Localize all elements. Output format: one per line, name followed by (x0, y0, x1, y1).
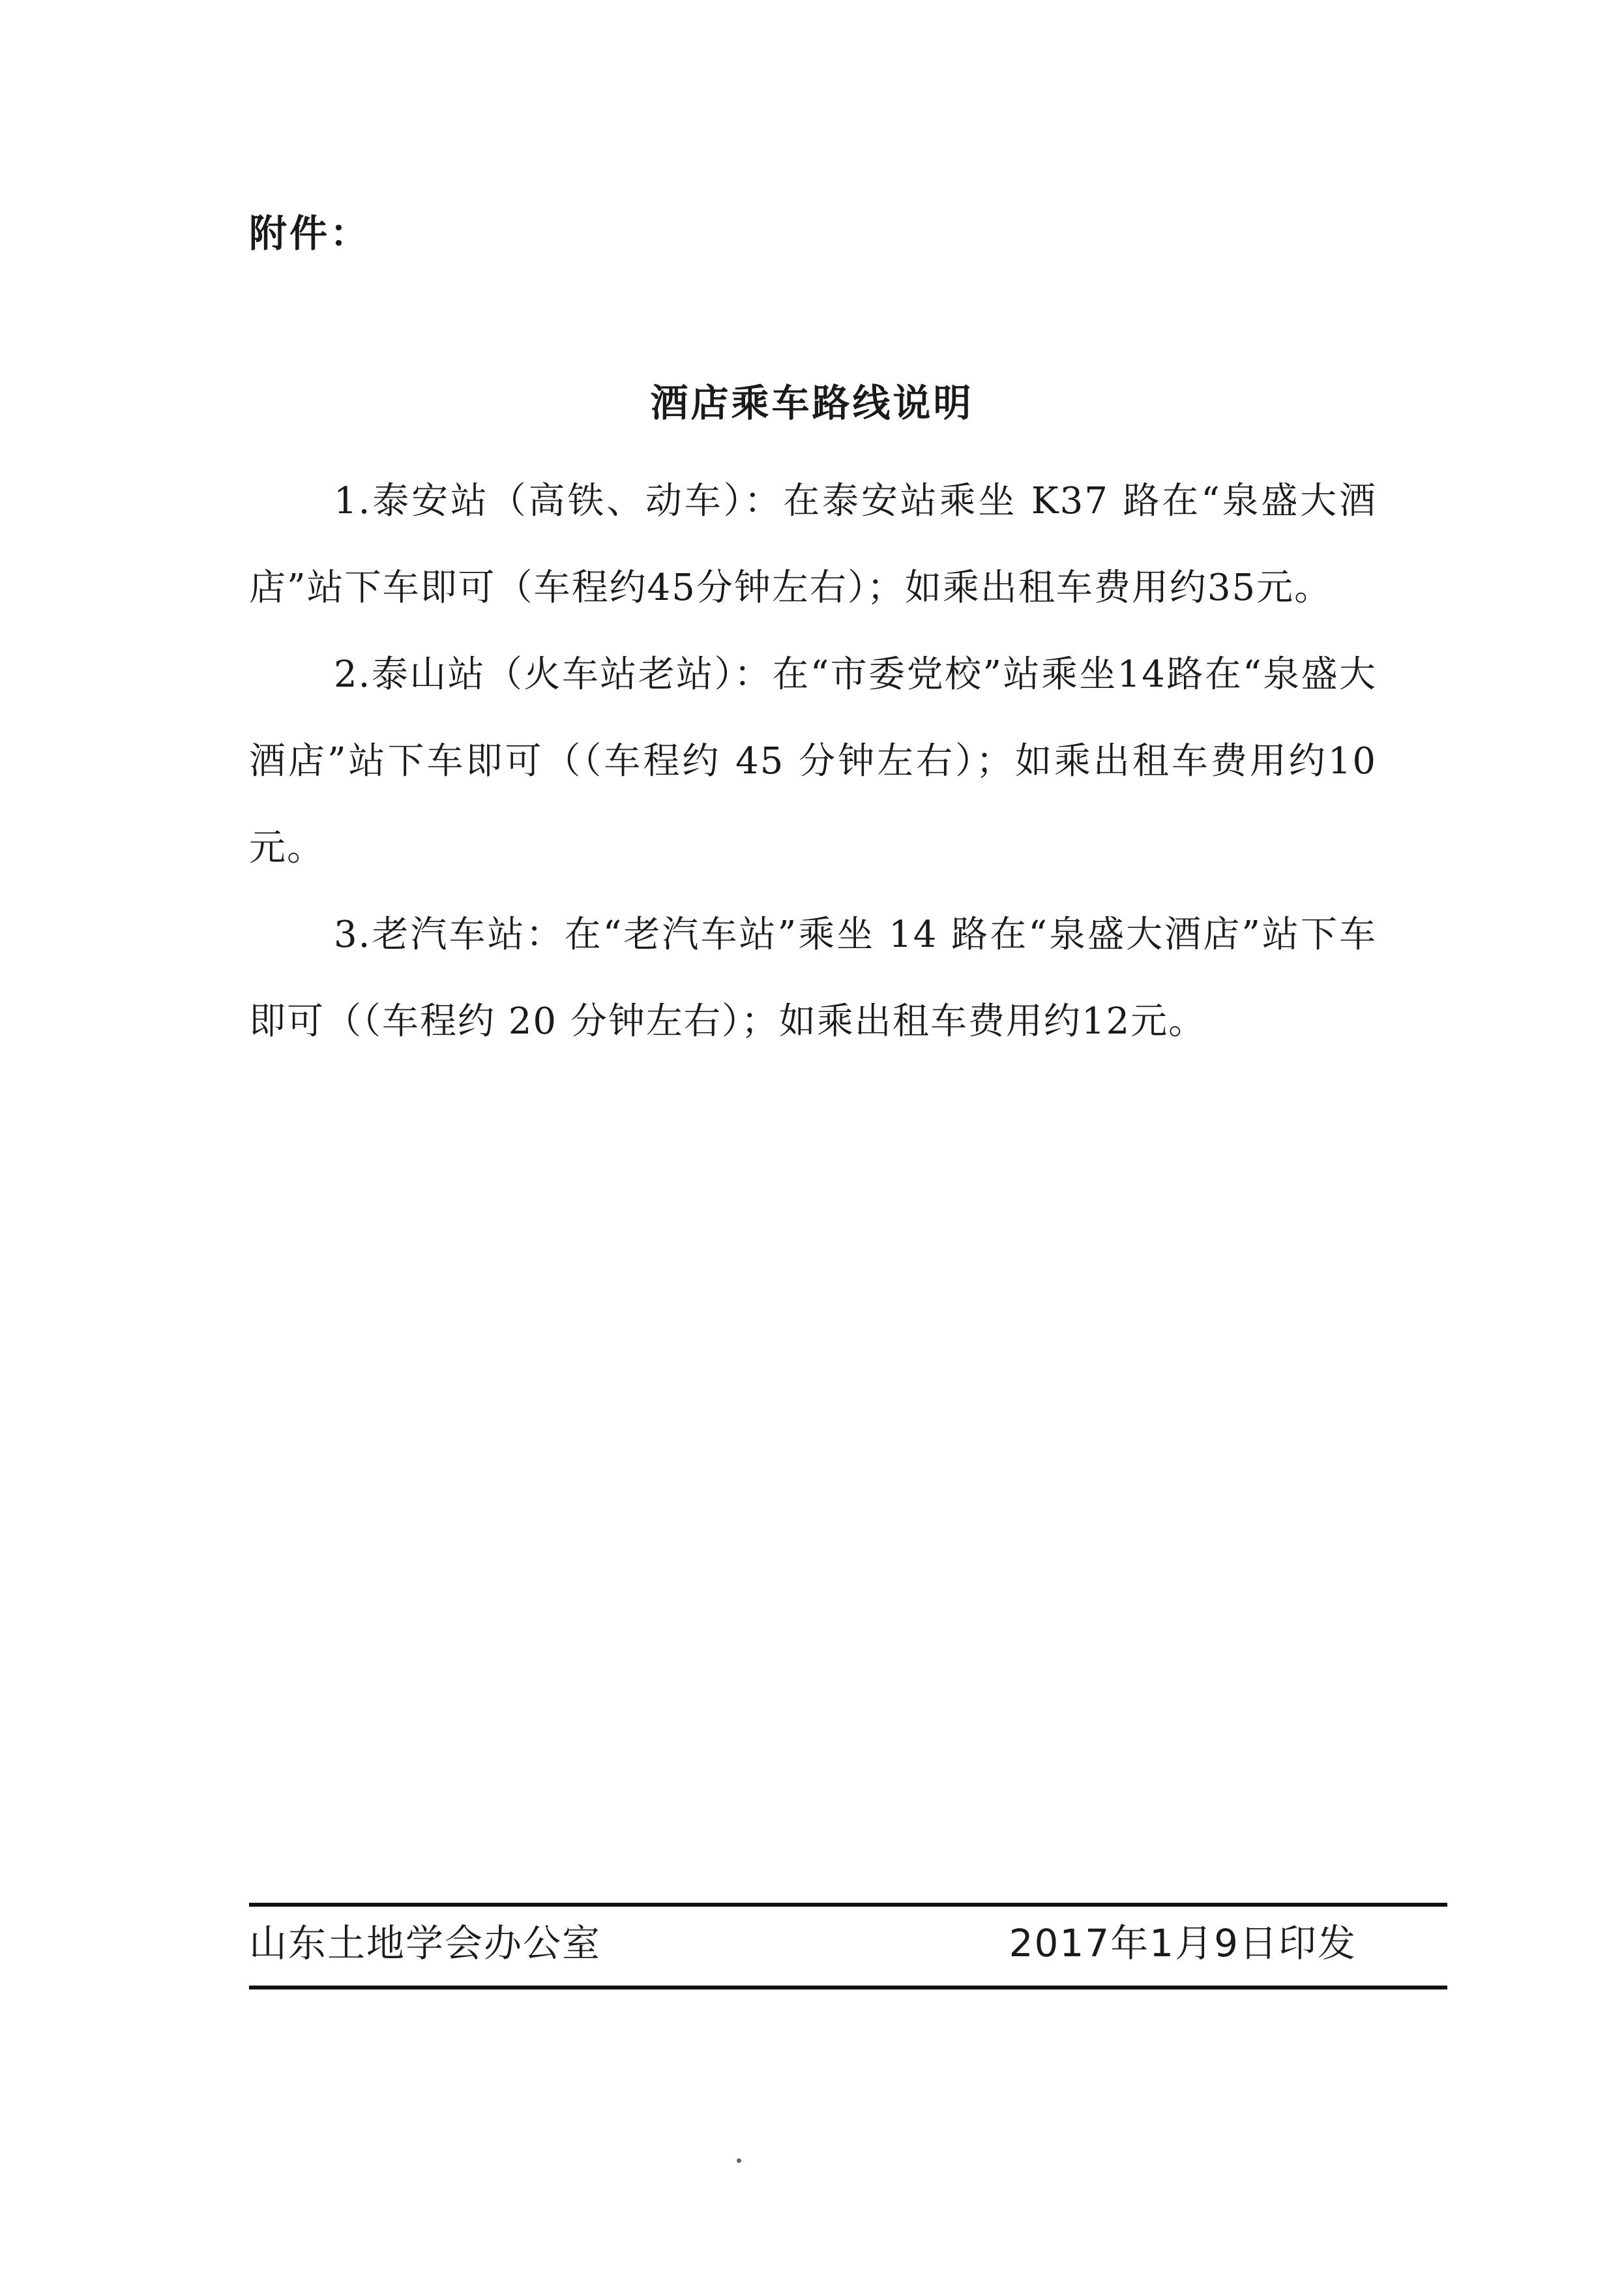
footer-rule-bottom (249, 1986, 1447, 1989)
route-paragraph-taian-station: 1.泰安站（高铁、动车）：在泰安站乘坐 K37 路在“泉盛大酒店”站下车即可（车程约45分钟左右）；如乘出租车费用约35元。 (249, 480, 1377, 609)
route-paragraph-taishan-station: 2.泰山站（火车站老站）：在“市委党校”站乘坐14路在“泉盛大酒店”站下车即可（（车程约 45 分钟左右）；如乘出租车费用约10元。 (249, 653, 1377, 869)
scan-artifact-dot (737, 2158, 741, 2163)
attachment-label: 附件： (249, 211, 371, 256)
footer-rule-top (249, 1903, 1447, 1907)
document-title: 酒店乘车路线说明 (650, 381, 974, 425)
document-body (249, 458, 1377, 1065)
footer-issue-date: 2017年1月9日印发 (1009, 1921, 1357, 1965)
footer-office: 山东土地学会办公室 (249, 1921, 602, 1965)
route-paragraph-old-bus-station: 3.老汽车站：在“老汽车站”乘坐 14 路在“泉盛大酒店”站下车即可（（车程约 20 分钟左右）；如乘出租车费用约12元。 (249, 914, 1377, 1043)
